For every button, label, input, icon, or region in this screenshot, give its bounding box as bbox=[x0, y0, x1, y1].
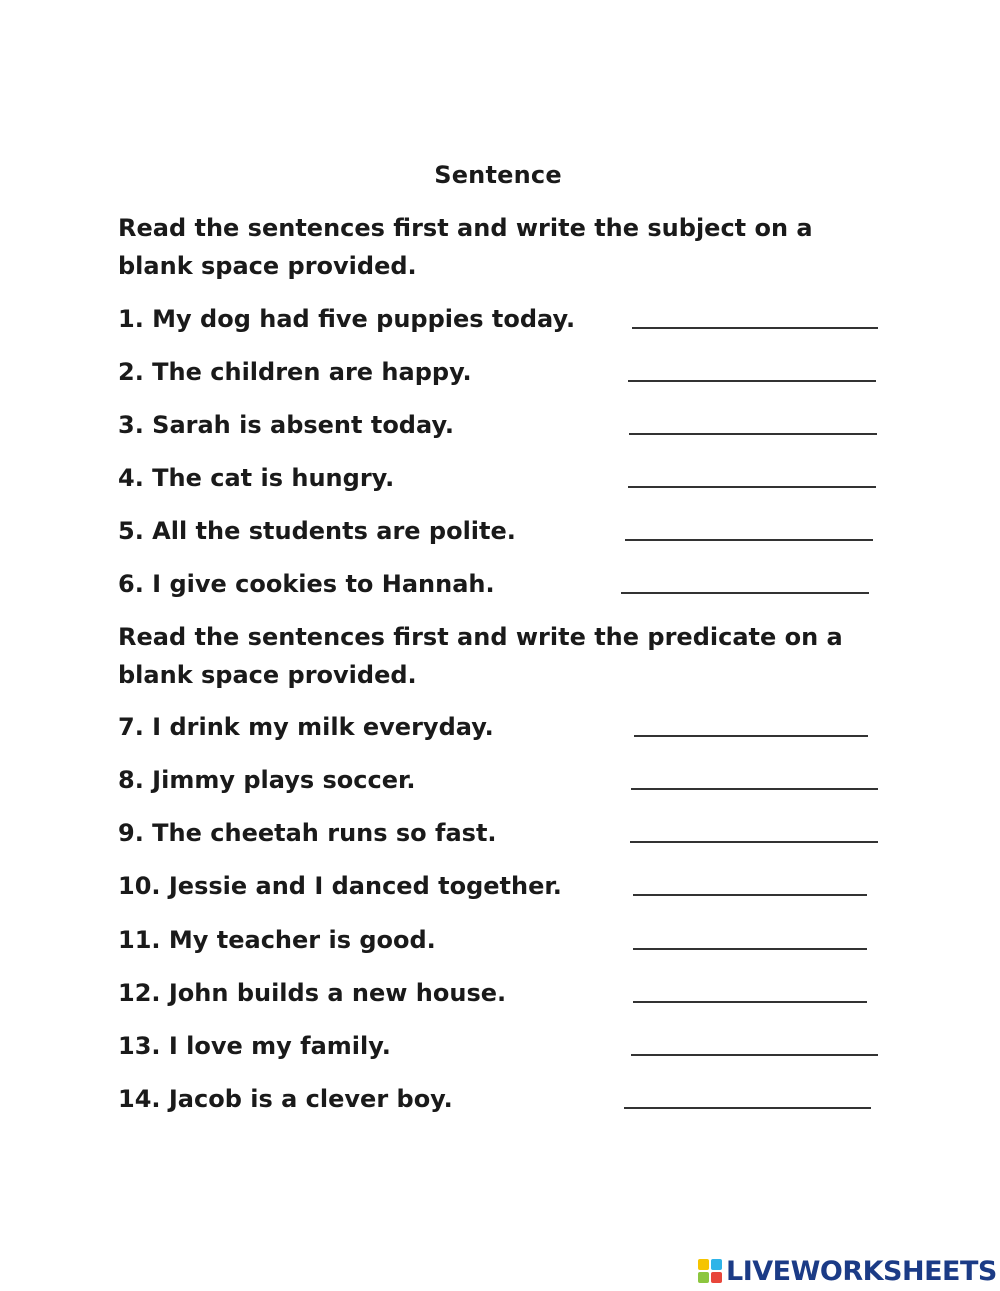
question-3: 3. Sarah is absent today. bbox=[118, 411, 454, 439]
question-6: 6. I give cookies to Hannah. bbox=[118, 570, 495, 598]
question-5: 5. All the students are polite. bbox=[118, 517, 516, 545]
logo-text: LIVEWORKSHEETS bbox=[726, 1255, 997, 1287]
worksheet-title: Sentence bbox=[434, 161, 562, 189]
answer-blank-13[interactable] bbox=[631, 1054, 878, 1056]
question-14: 14. Jacob is a clever boy. bbox=[118, 1085, 453, 1113]
answer-blank-2[interactable] bbox=[628, 380, 876, 382]
answer-blank-12[interactable] bbox=[633, 1001, 867, 1003]
liveworksheets-logo[interactable] bbox=[698, 1256, 997, 1286]
answer-blank-6[interactable] bbox=[621, 592, 869, 594]
question-10: 10. Jessie and I danced together. bbox=[118, 872, 562, 900]
question-1: 1. My dog had five puppies today. bbox=[118, 305, 576, 333]
section2-instruction: Read the sentences first and write the predicate on a blank space provided. bbox=[118, 623, 843, 689]
question-11: 11. My teacher is good. bbox=[118, 926, 436, 954]
question-7: 7. I drink my milk everyday. bbox=[118, 713, 494, 741]
answer-blank-5[interactable] bbox=[625, 539, 873, 541]
liveworksheets-logo-icon bbox=[698, 1259, 722, 1283]
answer-blank-10[interactable] bbox=[633, 894, 867, 896]
answer-blank-11[interactable] bbox=[633, 948, 867, 950]
section1-instruction: Read the sentences first and write the subject on a blank space provided. bbox=[118, 214, 813, 280]
answer-blank-8[interactable] bbox=[631, 788, 878, 790]
answer-blank-9[interactable] bbox=[630, 841, 878, 843]
question-9: 9. The cheetah runs so fast. bbox=[118, 819, 497, 847]
answer-blank-4[interactable] bbox=[628, 486, 876, 488]
answer-blank-3[interactable] bbox=[629, 433, 877, 435]
answer-blank-1[interactable] bbox=[632, 327, 878, 329]
answer-blank-7[interactable] bbox=[634, 735, 868, 737]
answer-blank-14[interactable] bbox=[624, 1107, 871, 1109]
question-13: 13. I love my family. bbox=[118, 1032, 391, 1060]
question-8: 8. Jimmy plays soccer. bbox=[118, 766, 416, 794]
question-4: 4. The cat is hungry. bbox=[118, 464, 395, 492]
question-2: 2. The children are happy. bbox=[118, 358, 472, 386]
question-12: 12. John builds a new house. bbox=[118, 979, 507, 1007]
